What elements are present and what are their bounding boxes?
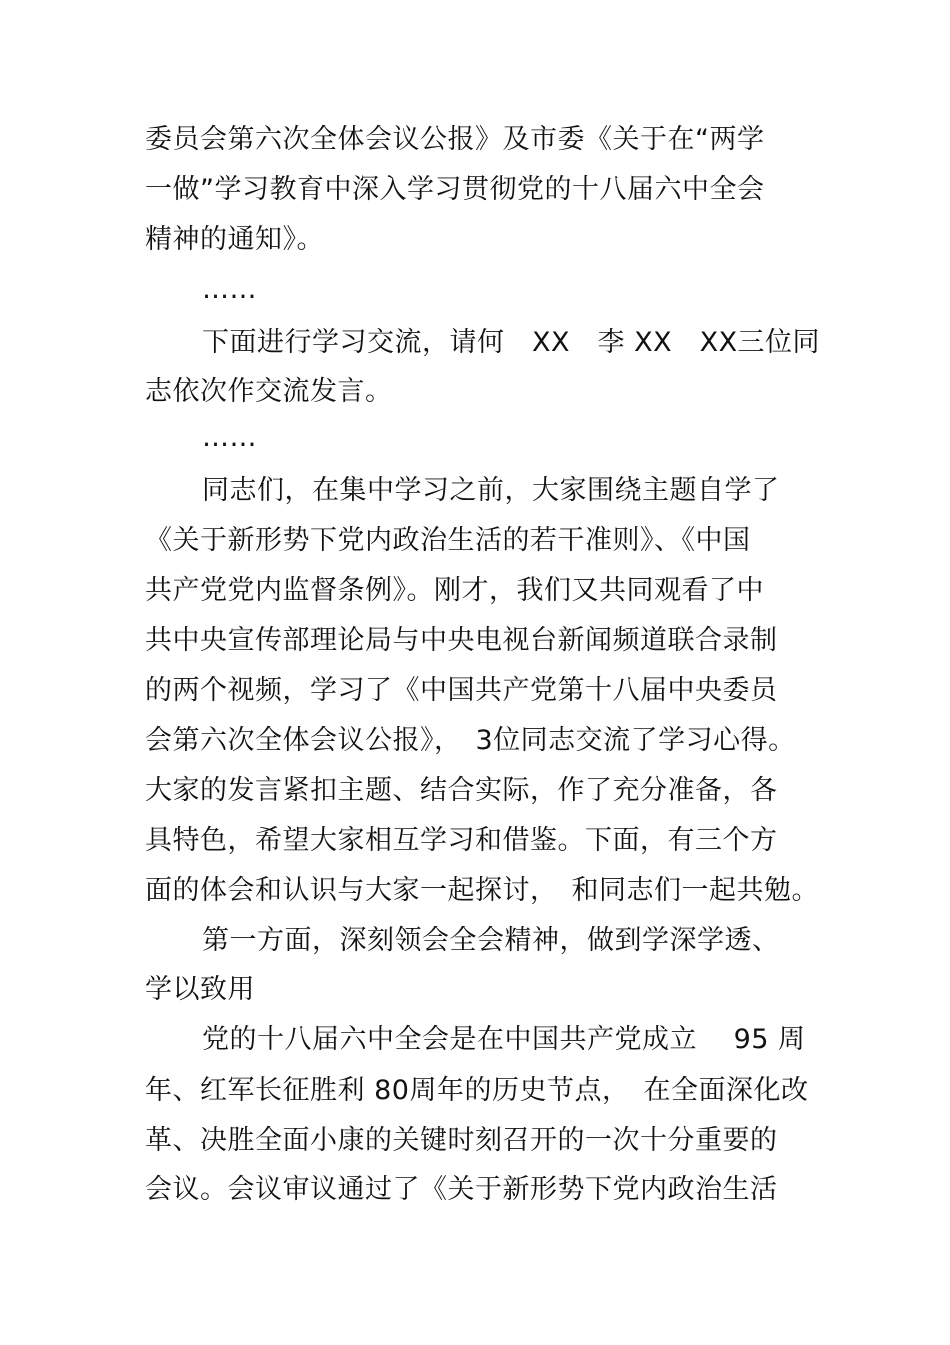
text-line: 面的体会和认识与大家一起探讨， 和同志们一起共勉。 xyxy=(145,875,819,906)
text-line: 的两个视频，学习了《中国共产党第十八届中央委员 xyxy=(145,675,778,706)
text-line: 党的十八届六中全会是在中国共产党成立 95 周 xyxy=(202,1024,806,1055)
text-line: 大家的发言紧扣主题、结合实际，作了充分准备，各 xyxy=(145,775,778,806)
text-line: 共产党党内监督条例》。刚才，我们又共同观看了中 xyxy=(145,575,764,606)
text-line: 《关于新形势下党内政治生活的若干准则》、《中国 xyxy=(145,525,751,556)
text-line: 一做”学习教育中深入学习贯彻党的十八届六中全会 xyxy=(145,174,765,205)
text-line: 会第六次全体会议公报》， 3位同志交流了学习心得。 xyxy=(145,725,796,756)
text-line: 革、决胜全面小康的关键时刻召开的一次十分重要的 xyxy=(145,1125,778,1156)
text-line: 志依次作交流发言。 xyxy=(145,376,393,407)
text-line: 下面进行学习交流，请何 XX 李 XX XX三位同 xyxy=(202,327,821,358)
text-line: 会议。会议审议通过了《关于新形势下党内政治生活 xyxy=(145,1174,778,1205)
text-line: 精神的通知》。 xyxy=(145,224,324,255)
text-line: 共中央宣传部理论局与中央电视台新闻频道联合录制 xyxy=(145,625,778,656)
ellipsis-line: …… xyxy=(202,274,257,305)
section-heading-cont: 学以致用 xyxy=(145,974,255,1005)
text-line: 具特色，希望大家相互学习和借鉴。下面，有三个方 xyxy=(145,825,778,856)
text-line: 委员会第六次全体会议公报》及市委《关于在“两学 xyxy=(145,124,765,155)
text-line: 同志们，在集中学习之前，大家围绕主题自学了 xyxy=(202,475,780,506)
text-line: 年、红军长征胜利 80周年的历史节点， 在全面深化改 xyxy=(145,1075,809,1106)
ellipsis-line: …… xyxy=(202,422,257,453)
section-heading: 第一方面，深刻领会全会精神，做到学深学透、 xyxy=(202,925,780,956)
